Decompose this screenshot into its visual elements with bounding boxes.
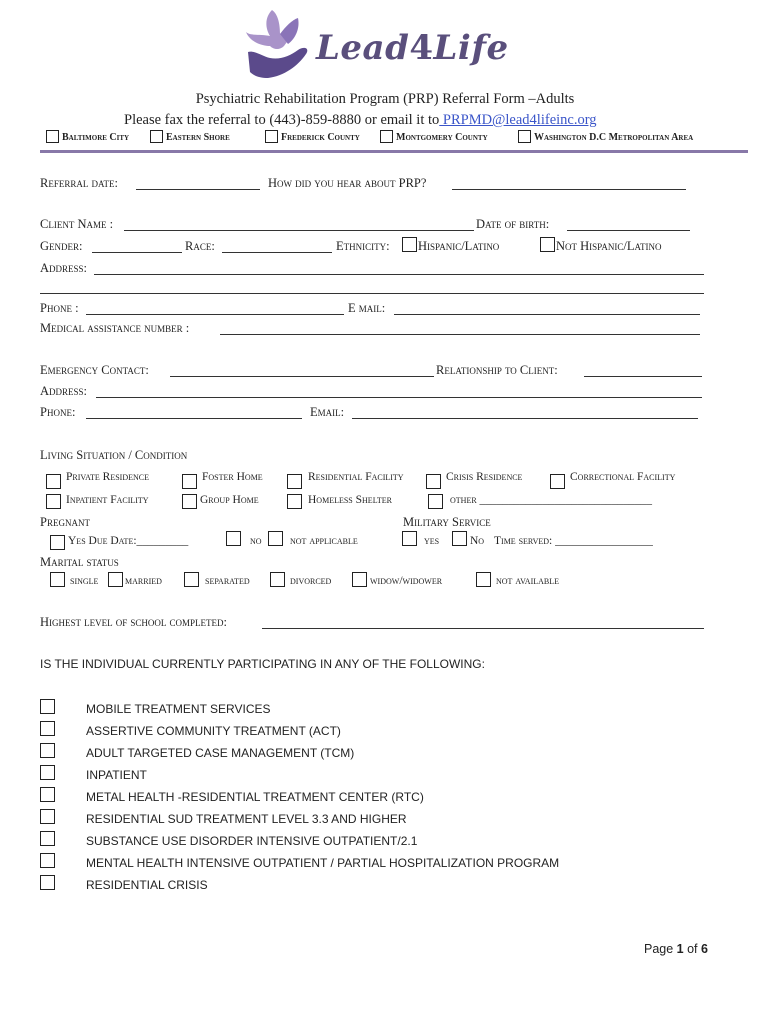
participating-checkbox[interactable] [40,831,55,846]
living-option: Private Residence [66,471,150,483]
marital-checkbox[interactable] [476,572,491,587]
military-no-checkbox[interactable] [452,531,467,546]
county-label: Frederick County [281,132,360,143]
participating-question: IS THE INDIVIDUAL CURRENTLY PARTICIPATING IN ANY OF THE FOLLOWING: [40,657,485,671]
county-checkbox[interactable] [46,130,59,143]
phone2-label: Phone: [40,405,76,419]
phone2-field[interactable] [86,418,302,419]
logo [240,6,510,82]
participating-item: ADULT TARGETED CASE MANAGEMENT (TCM) [86,746,355,760]
gender-label: Gender: [40,239,83,253]
participating-item: RESIDENTIAL SUD TREATMENT LEVEL 3.3 AND HIGHER [86,812,407,826]
not-hispanic-label: Not Hispanic/Latino [556,239,662,253]
participating-checkbox[interactable] [40,853,55,868]
marital-checkbox[interactable] [352,572,367,587]
address-label: Address: [40,261,88,275]
participating-item: MENTAL HEALTH INTENSIVE OUTPATIENT / PARTIAL HOSPITALIZATION PROGRAM [86,856,560,870]
participating-checkbox[interactable] [40,699,55,714]
hispanic-label: Hispanic/Latino [418,239,500,253]
emergency-contact-field[interactable] [170,376,434,377]
dove-hand-logo-icon [240,6,314,82]
living-option: Residential Facility [308,471,404,483]
county-label: Baltimore City [62,132,130,143]
address-field[interactable] [94,274,704,275]
marital-option: not available [496,575,560,587]
pregnant-yes-label: Yes Due Date:_________ [68,535,189,547]
hispanic-checkbox[interactable] [402,237,417,252]
not-hispanic-checkbox[interactable] [540,237,555,252]
military-yes-label: yes [424,535,440,547]
email-link[interactable]: PRPMD@lead4lifeinc.org [439,112,597,128]
military-heading: Military Service [403,515,491,529]
race-label: Race: [185,239,215,253]
marital-option: single [70,575,99,587]
time-served-label: Time served: _________________ [494,535,653,547]
page-of: of [683,942,701,956]
email2-label: Email: [310,405,345,419]
military-yes-checkbox[interactable] [402,531,417,546]
relationship-field[interactable] [584,376,702,377]
client-name-field[interactable] [124,230,474,231]
race-field[interactable] [222,252,332,253]
relationship-label: Relationship to Client: [436,363,558,377]
participating-checkbox[interactable] [40,809,55,824]
county-label: Washington D.C Metropolitan Area [534,132,694,143]
pregnant-no-label: no [250,535,262,547]
address2-field[interactable] [96,397,702,398]
form-title: Psychiatric Rehabilitation Program (PRP) Referral Form –Adults [195,91,575,107]
marital-option: married [125,575,162,587]
medical-assistance-label: Medical assistance number : [40,321,190,335]
school-field[interactable] [262,628,704,629]
participating-item: INPATIENT [86,768,147,782]
page-total: 6 [701,942,708,956]
marital-checkbox[interactable] [50,572,65,587]
ethnicity-label: Ethnicity: [336,239,390,253]
living-option: Crisis Residence [446,471,523,483]
participating-checkbox[interactable] [40,765,55,780]
page-prefix: Page [644,942,677,956]
living-checkbox[interactable] [287,474,302,489]
email-field[interactable] [394,314,700,315]
living-checkbox[interactable] [550,474,565,489]
county-checkbox[interactable] [380,130,393,143]
participating-item: RESIDENTIAL CRISIS [86,878,208,892]
military-no-label: No [470,535,485,547]
living-checkbox[interactable] [287,494,302,509]
school-label: Highest level of school completed: [40,615,227,629]
email2-field[interactable] [352,418,698,419]
participating-item: SUBSTANCE USE DISORDER INTENSIVE OUTPATIENT/2.1 [86,834,418,848]
living-option: other ______________________________ [450,494,653,506]
emergency-contact-label: Emergency Contact: [40,363,149,377]
living-checkbox[interactable] [182,474,197,489]
county-checkbox[interactable] [518,130,531,143]
dob-label: Date of birth: [476,217,550,231]
email-label: E mail: [348,301,386,315]
logo-text: Lead4Life [316,28,509,68]
pregnant-no-checkbox[interactable] [226,531,241,546]
living-checkbox[interactable] [46,474,61,489]
gender-field[interactable] [92,252,182,253]
fax-text: Please fax the referral to (443)-859-8880 or email it to [124,112,440,128]
participating-item: MOBILE TREATMENT SERVICES [86,702,271,716]
participating-checkbox[interactable] [40,787,55,802]
living-option: Foster Home [202,471,263,483]
participating-checkbox[interactable] [40,743,55,758]
living-option: Inpatient Facility [66,494,149,506]
address2-label: Address: [40,384,88,398]
address-field-line2[interactable] [40,293,704,294]
living-option: Correctional Facility [570,471,676,483]
referral-date-field[interactable] [136,189,260,190]
dob-field[interactable] [567,230,690,231]
marital-heading: Marital status [40,555,119,569]
living-option: Group Home [200,494,259,506]
marital-checkbox[interactable] [184,572,199,587]
pregnant-na-checkbox[interactable] [268,531,283,546]
participating-checkbox[interactable] [40,875,55,890]
phone-field[interactable] [86,314,344,315]
referral-date-label: Referral date: [40,176,118,190]
living-checkbox[interactable] [182,494,197,509]
living-situation-heading: Living Situation / Condition [40,448,188,462]
participating-checkbox[interactable] [40,721,55,736]
client-name-label: Client Name : [40,217,114,231]
living-checkbox[interactable] [46,494,61,509]
fax-instructions [124,112,597,129]
pregnant-heading: Pregnant [40,515,90,529]
county-checkbox[interactable] [150,130,163,143]
participating-item: ASSERTIVE COMMUNITY TREATMENT (ACT) [86,724,341,738]
pregnant-yes-checkbox[interactable] [50,535,65,550]
living-checkbox[interactable] [428,494,443,509]
county-label: Montgomery County [396,132,488,143]
county-checkbox[interactable] [265,130,278,143]
marital-checkbox[interactable] [270,572,285,587]
header-divider [40,150,748,153]
county-label: Eastern Shore [166,132,230,143]
medical-assistance-field[interactable] [220,334,700,335]
marital-option: separated [205,575,250,587]
phone-label: Phone : [40,301,79,315]
heard-about-field[interactable] [452,189,686,190]
marital-option: widow/widower [370,575,443,587]
living-checkbox[interactable] [426,474,441,489]
page-number [644,942,708,956]
living-option: Homeless Shelter [308,494,392,506]
heard-about-label: How did you hear about PRP? [268,176,427,190]
marital-checkbox[interactable] [108,572,123,587]
marital-option: divorced [290,575,332,587]
pregnant-na-label: not applicable [290,535,358,547]
participating-item: METAL HEALTH -RESIDENTIAL TREATMENT CENTER (RTC) [86,790,424,804]
page-current: 1 [676,942,684,956]
